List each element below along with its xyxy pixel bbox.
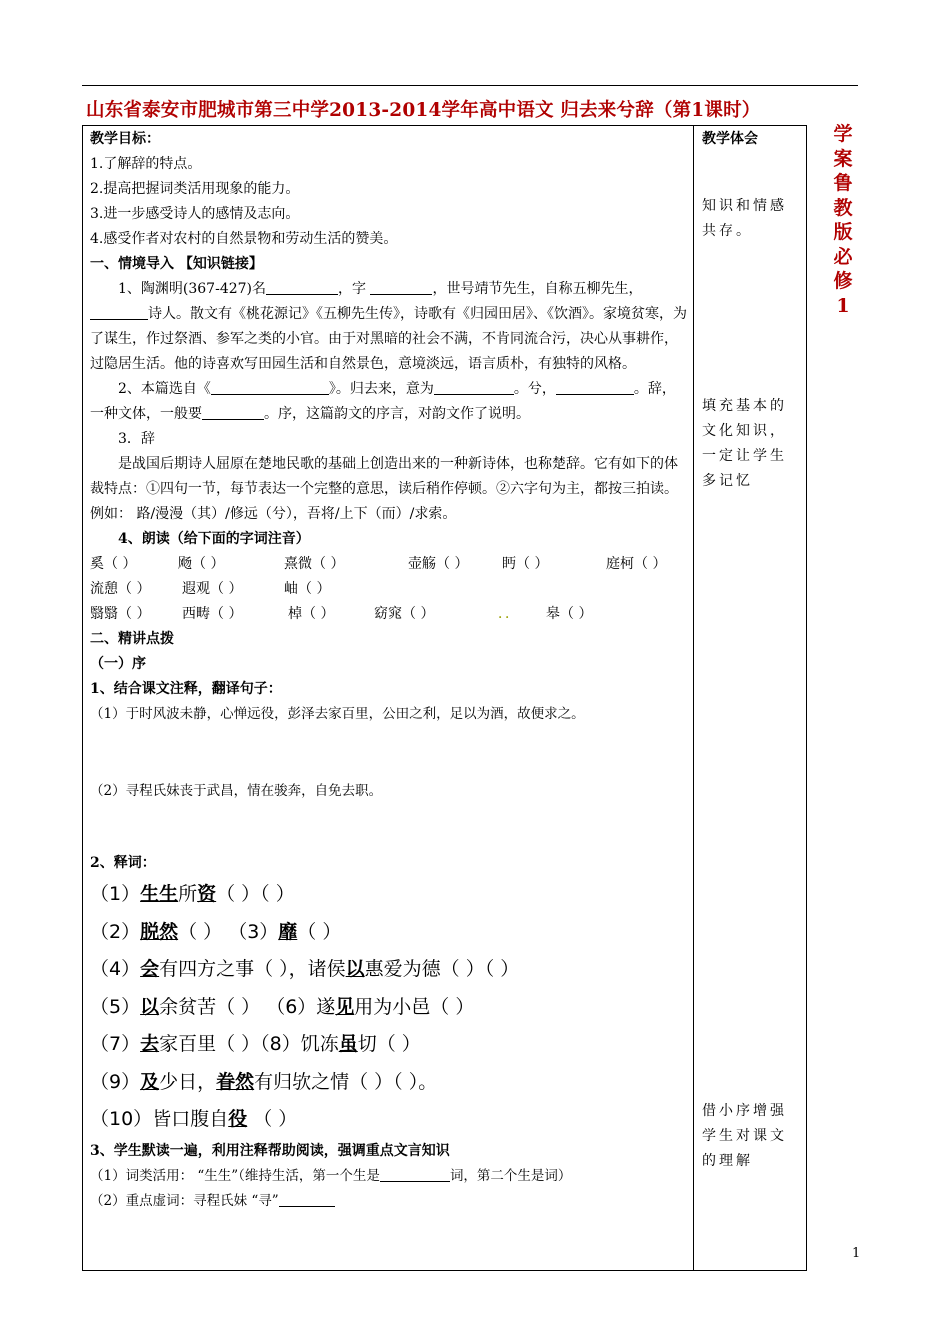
- fill-blank[interactable]: [434, 379, 514, 395]
- section-heading: 二、精讲点拨: [90, 631, 174, 647]
- fill-blank[interactable]: [211, 379, 329, 395]
- fill-blank[interactable]: [202, 404, 264, 420]
- goal-item: 1.了解辞的特点。: [90, 156, 202, 172]
- side-column-heading: 教学体会: [702, 131, 758, 147]
- pinyin-row: [90, 577, 688, 602]
- word-item[interactable]: （2）脱然（ ） （3）靡（ ）: [90, 920, 342, 943]
- column-divider: [693, 125, 694, 1271]
- knowledge-item: （2）重点虚词：寻程氏妹 “寻”: [90, 1189, 688, 1214]
- answer-space[interactable]: [90, 727, 688, 779]
- fill-blank[interactable]: [370, 279, 432, 295]
- fill-blank[interactable]: [556, 379, 634, 395]
- goal-item: 2.提高把握词类活用现象的能力。: [90, 181, 300, 197]
- word-item[interactable]: （1）生生所资（ ）（ ）: [90, 883, 295, 905]
- word-item[interactable]: （9）及少日，眷然有归欤之情（ ）（ ）。: [90, 1070, 438, 1093]
- question-heading: 3、学生默读一遍，利用注释帮助阅读，强调重点文言知识: [90, 1142, 450, 1159]
- pinyin-item[interactable]: 庭柯（ ）: [606, 556, 667, 572]
- side-note: 填充基本的文化知识，一定让学生多记忆: [702, 398, 787, 489]
- word-list: [90, 876, 688, 1139]
- pinyin-item[interactable]: 西畴（ ）: [182, 606, 243, 622]
- paragraph-source: 2、本篇选自《 》。归去来，意为 。兮， 。辞，一种文体，一般要 。序，这篇韵文的序言，对韵文作了说明。: [90, 381, 676, 422]
- question-heading: 2、释词：: [90, 855, 156, 871]
- pinyin-item[interactable]: 熹微（ ）: [284, 556, 345, 572]
- side-note: 知识和情感共存。: [702, 198, 787, 239]
- pinyin-item[interactable]: 奚（ ）: [90, 556, 137, 572]
- fill-blank[interactable]: [279, 1191, 335, 1207]
- paragraph-ci-body: 是战国后期诗人屈原在楚地民歌的基础上创造出来的一种新诗体，也称楚辞。它有如下的体裁特点：①四句一节，每节表达一个完整的意思，读后稍作停顿。②六字句为主，都按三拍读。例如： 路/漫漫（其）/修远（兮），吾将/上下（而）/求索。: [90, 456, 678, 522]
- decorative-dots: ．．: [498, 606, 519, 622]
- vertical-subtitle: 学案鲁教版必修1: [833, 123, 853, 317]
- word-item[interactable]: （7）去家百里（ ）（8）饥冻虽切（ ）: [90, 1033, 421, 1055]
- word-item[interactable]: （5）以余贫苦（ ） （6）遂见用为小邑（ ）: [90, 995, 475, 1018]
- word-item[interactable]: （4）会有四方之事（ ），诸侯以惠爱为德（ ）（ ）: [90, 958, 520, 980]
- goal-item: 3.进一步感受诗人的感情及志向。: [90, 206, 300, 222]
- translation-item: （1）于时风波未静，心惮远役，彭泽去家百里，公田之利，足以为酒，故便求之。: [90, 706, 585, 722]
- pinyin-row: [90, 602, 688, 627]
- document-title: 山东省泰安市肥城市第三中学2013-2014学年高中语文 归去来兮辞（第1课时）: [86, 100, 761, 121]
- pinyin-item[interactable]: 飏（ ）: [178, 556, 225, 572]
- pinyin-item[interactable]: 翳翳（ ）: [90, 606, 151, 622]
- teaching-goals-heading: 教学目标：: [90, 131, 160, 147]
- pinyin-row: [90, 552, 688, 577]
- subsection-heading: （一）序: [90, 656, 146, 672]
- word-item[interactable]: （10）皆口腹自役 （ ）: [90, 1108, 298, 1130]
- main-column: [90, 127, 688, 1214]
- pinyin-item[interactable]: 窈窕（ ）: [374, 606, 435, 622]
- paragraph-author: 1、陶渊明(367-427)名 ，字 ，世号靖节先生，自称五柳先生，诗人。散文有《桃花源记》《五柳先生传》，诗歌有《归园田居》、《饮酒》。家境贫寒，为了谋生，作过祭酒、参军之类的小官。由于对黑暗的社会不满，不肯同流合污，决心从事耕作，过隐居生活。他的诗喜欢写田园生活和自然景色，意境淡远，语言质朴，有独特的风格。: [90, 281, 687, 372]
- question-heading: 1、结合课文注释，翻译句子：: [90, 681, 282, 697]
- pinyin-item[interactable]: 遐观（ ）: [182, 581, 243, 597]
- paragraph-ci-title: 3．辞: [118, 431, 155, 447]
- pinyin-item[interactable]: 眄（ ）: [502, 556, 549, 572]
- header-rule: [82, 85, 858, 86]
- fill-blank[interactable]: [380, 1166, 450, 1182]
- pinyin-item[interactable]: 流憩（ ）: [90, 581, 151, 597]
- pinyin-item[interactable]: 皋（ ）: [546, 606, 593, 622]
- pinyin-item[interactable]: 壶觞（ ）: [408, 556, 469, 572]
- page-number: 1: [852, 1246, 861, 1261]
- fill-blank[interactable]: [266, 279, 338, 295]
- side-note: 借小序增强学生对课文的理解: [702, 1103, 787, 1169]
- translation-item: （2）寻程氏妹丧于武昌，情在骏奔，自免去职。: [90, 783, 383, 799]
- pinyin-item[interactable]: 棹（ ）: [288, 606, 335, 622]
- goal-item: 4.感受作者对农村的自然景物和劳动生活的赞美。: [90, 231, 398, 247]
- fill-blank[interactable]: [90, 304, 148, 320]
- section-heading: 一、情境导入 【知识链接】: [90, 256, 263, 272]
- reading-heading: 4、朗读（给下面的字词注音）: [118, 531, 310, 547]
- pinyin-item[interactable]: 岫（ ）: [284, 581, 331, 597]
- answer-space[interactable]: [90, 804, 688, 851]
- knowledge-item: （1）词类活用： “生生”（维持生活，第一个生是 词，第二个生是词）: [90, 1167, 572, 1184]
